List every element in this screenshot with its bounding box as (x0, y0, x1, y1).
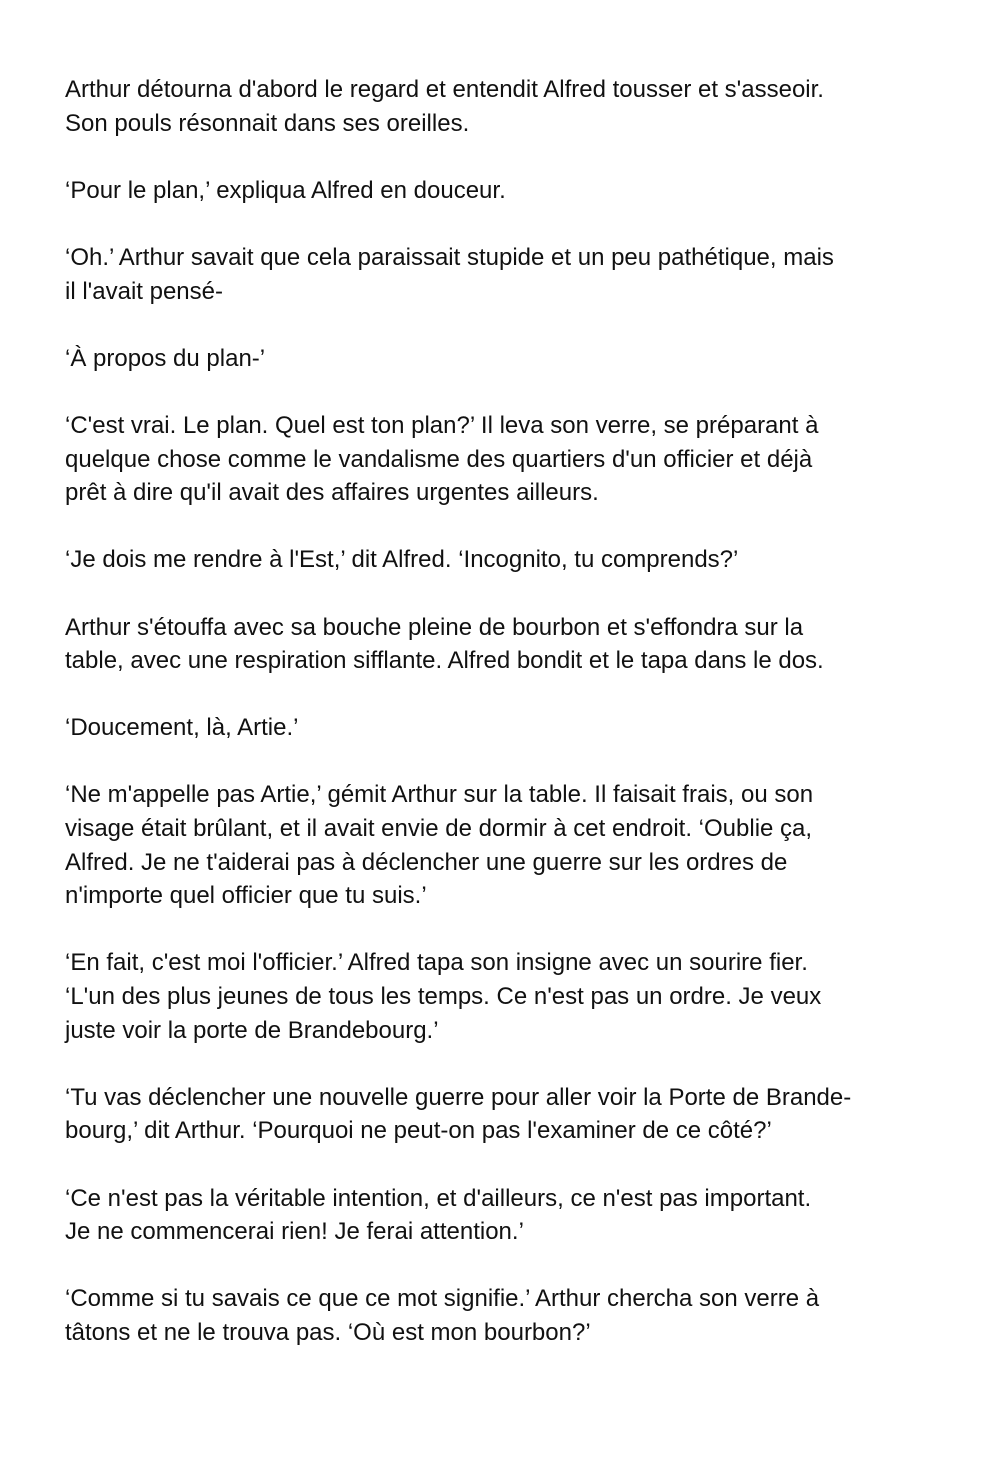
text-line: ‘L'un des plus jeunes de tous les temps. Ce n'est pas un ordre. Je veux (65, 983, 822, 1011)
paragraph (65, 342, 965, 376)
paragraph (65, 241, 965, 308)
text-line: ‘Ce n'est pas la véritable intention, et d'ailleurs, ce n'est pas important. (65, 1184, 812, 1212)
paragraph (65, 711, 965, 745)
paragraph (65, 409, 965, 510)
text-line: Alfred. Je ne t'aiderai pas à déclencher une guerre sur les ordres de (65, 848, 788, 876)
text-line: prêt à dire qu'il avait des affaires urgentes ailleurs. (65, 479, 599, 507)
text-line: ‘Doucement, là, Artie.’ (65, 714, 299, 742)
paragraph (65, 174, 965, 208)
text-line: il l'avait pensé- (65, 277, 223, 305)
text-line: ‘En fait, c'est moi l'officier.’ Alfred tapa son insigne avec un sourire fier. (65, 949, 808, 977)
text-line: ‘Je dois me rendre à l'Est,’ dit Alfred. ‘Incognito, tu comprends?’ (65, 546, 739, 574)
text-line: bourg,’ dit Arthur. ‘Pourquoi ne peut-on pas l'examiner de ce côté?’ (65, 1117, 772, 1145)
text-line: Je ne commencerai rien! Je ferai attention.’ (65, 1218, 524, 1246)
paragraph (65, 1081, 965, 1148)
paragraph (65, 73, 965, 140)
text-line: ‘Oh.’ Arthur savait que cela paraissait stupide et un peu pathétique, mais (65, 243, 834, 271)
text-line: ‘C'est vrai. Le plan. Quel est ton plan?’ Il leva son verre, se préparant à (65, 411, 819, 439)
text-line: ‘Pour le plan,’ expliqua Alfred en douceur. (65, 176, 506, 204)
text-line: Son pouls résonnait dans ses oreilles. (65, 109, 470, 137)
text-line: ‘À propos du plan-’ (65, 344, 266, 372)
text-line: tâtons et ne le trouva pas. ‘Où est mon bourbon?’ (65, 1318, 591, 1346)
text-line: visage était brûlant, et il avait envie de dormir à cet endroit. ‘Oublie ça, (65, 815, 813, 843)
text-line: Arthur détourna d'abord le regard et entendit Alfred tousser et s'asseoir. (65, 76, 824, 103)
text-line: table, avec une respiration sifflante. Alfred bondit et le tapa dans le dos. (65, 647, 824, 675)
text-line: juste voir la porte de Brandebourg.’ (65, 1016, 439, 1044)
text-line: n'importe quel officier que tu suis.’ (65, 882, 427, 910)
text-line: quelque chose comme le vandalisme des quartiers d'un officier et déjà (65, 445, 813, 473)
paragraph (65, 946, 965, 1047)
text-line: Arthur s'étouffa avec sa bouche pleine de bourbon et s'effondra sur la (65, 613, 804, 641)
paragraph (65, 1282, 965, 1349)
paragraph (65, 1182, 965, 1249)
text-line: ‘Tu vas déclencher une nouvelle guerre pour aller voir la Porte de Brande- (65, 1083, 852, 1111)
paragraph (65, 778, 965, 912)
text-line: ‘Comme si tu savais ce que ce mot signifie.’ Arthur chercha son verre à (65, 1285, 820, 1313)
paragraph (65, 611, 965, 678)
document-page (65, 73, 965, 1383)
text-line: ‘Ne m'appelle pas Artie,’ gémit Arthur sur la table. Il faisait frais, ou son (65, 781, 814, 809)
paragraph (65, 543, 965, 577)
